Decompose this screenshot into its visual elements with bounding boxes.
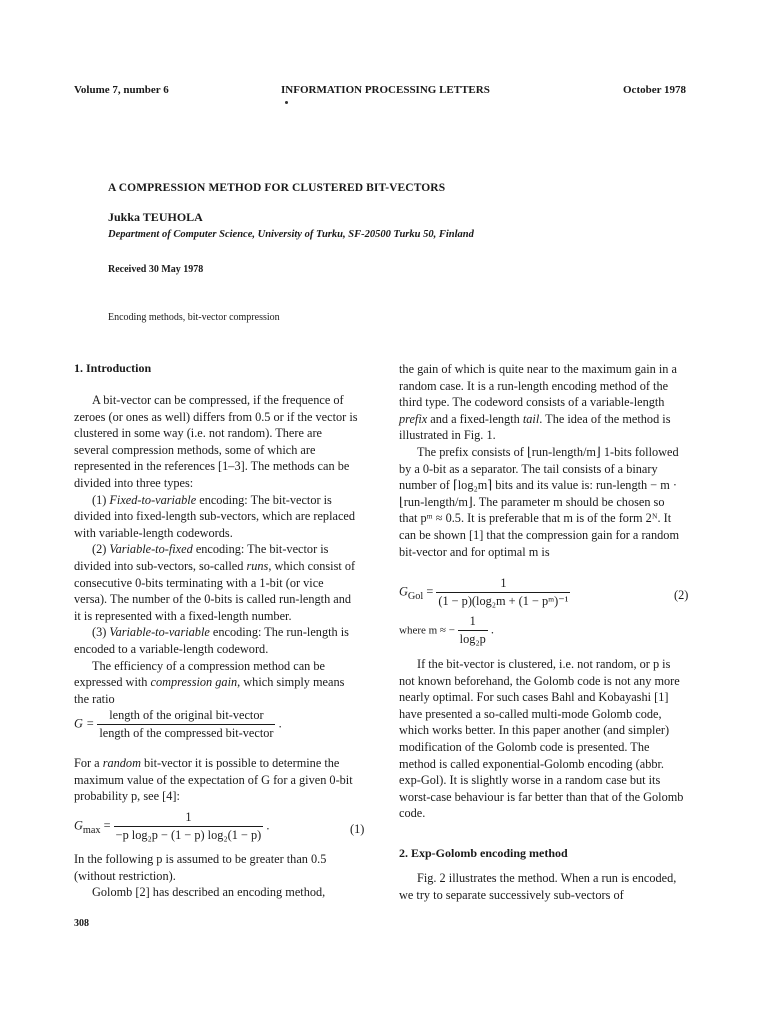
equation-number-1: (1) <box>350 822 365 836</box>
author-name: Jukka TEUHOLA <box>108 210 203 224</box>
journal-name: INFORMATION PROCESSING LETTERS <box>281 84 490 96</box>
left-column-part1 <box>74 392 359 707</box>
header-dot <box>285 101 288 104</box>
intro-paragraph-3: For a random bit-vector it is possible to determine the maximum value of the expectation of G for a given 0-bit probability p, see [4]: <box>74 756 353 804</box>
intro-paragraph-1: A bit-vector can be compressed, if the frequence of zeroes (or ones as well) differs from 0.5 or if the vector is clustered in some way (i.e. not random). There are several compression methods, some of which are represented in the references [1–3]. The methods can be divided into three types: <box>74 393 358 490</box>
equation-2-ggol: $G_{Gol}$ = $\frac{1}{\text{(1 − p)(log₂m + (1 − pᵐ)⁻¹}}$ <box>399 576 569 608</box>
method-type-3: (3) Variable-to-variable encoding: The run-length is encoded to a variable-length codeword. <box>74 625 349 656</box>
golomb-paragraph-2: The prefix consists of ⌊run-length/m⌋ 1-bits followed by a 0-bit as a separator. The tail consists of a binary number of ⌈log₂m⌉ bits and its value is: run-length − m · ⌊run-length/m⌋. The parameter m should be chosen so that pᵐ ≈ 0.5. It is preferable that m is of the form 2ᴺ. It can be shown [1] that the compression gain for a random bit-vector and for optimal m is <box>399 444 680 559</box>
paper-title: A COMPRESSION METHOD FOR CLUSTERED BIT-VECTORS <box>108 182 446 194</box>
page-number: 308 <box>74 918 89 929</box>
intro-paragraph-2: The efficiency of a compression method can be expressed with compression gain, which simply means the ratio <box>74 658 345 706</box>
intro-paragraph-5: Golomb [2] has described an encoding method, <box>92 885 326 900</box>
section-heading-exp-golomb: 2. Exp-Golomb encoding method <box>399 846 568 860</box>
golomb-paragraph-3: If the bit-vector is clustered, i.e. not random, or p is not known beforehand, the Golomb code is not any more nearly optimal. For such cases Bahl and Kobayashi [1] have presented a so-called multi-mode Golomb code, which works better. In this paper another (and simpler) modification of the Golomb code is presented. The method is called exponential-Golomb encoding (abbr. exp-Gol). It is slightly worse in a random case but its worst-case behaviour is far better than that of the Golomb code. <box>399 657 684 821</box>
equation-m-definition: where m ≈ − $\frac{1}{\text{log₂p}}$ . <box>399 614 494 646</box>
right-column-part3 <box>399 870 684 903</box>
equation-compression-gain: G = $\frac{\text{length of the original bit-vector}}{\text{length of the compressed bit-vector}}$ . <box>74 708 282 740</box>
keywords: Encoding methods, bit-vector compression <box>108 312 280 323</box>
method-type-2: (2) Variable-to-fixed encoding: The bit-vector is divided into sub-vectors, so-called runs, which consist of consecutive 0-bits terminating with a 1-bit (or vice versa). The number of the 0-bits is called run-length and it is represented with a fixed-length number. <box>74 542 356 623</box>
author-affiliation: Department of Computer Science, University of Turku, SF-20500 Turku 50, Finland <box>108 229 474 240</box>
golomb-paragraph-1: the gain of which is quite near to the maximum gain in a random case. It is a run-length encoding method of the third type. The codeword consists of a variable-length prefix and a fixed-length tail. The idea of the method is illustrated in Fig. 1. <box>399 362 677 443</box>
method-type-1: (1) Fixed-to-variable encoding: The bit-vector is divided into fixed-length sub-vectors, which are replaced with variable-length codewords. <box>74 492 356 540</box>
left-column-part3 <box>74 851 359 901</box>
equation-1-gmax: $G_{max}$ = $\frac{1}{\text{−p log₂p − (1 − p) log₂(1 − p)}}$ . <box>74 810 270 842</box>
received-date: Received 30 May 1978 <box>108 264 204 275</box>
equation-number-2: (2) <box>674 588 689 602</box>
right-column-part1 <box>399 361 684 560</box>
journal-date: October 1978 <box>623 84 687 96</box>
right-column-part2 <box>399 656 684 822</box>
section-heading-introduction: 1. Introduction <box>74 361 152 375</box>
intro-paragraph-4: In the following p is assumed to be greater than 0.5 (without restriction). <box>74 852 327 883</box>
exp-golomb-paragraph-1: Fig. 2 illustrates the method. When a run is encoded, we try to separate successively sub-vectors of <box>399 871 677 902</box>
journal-volume: Volume 7, number 6 <box>74 84 169 96</box>
